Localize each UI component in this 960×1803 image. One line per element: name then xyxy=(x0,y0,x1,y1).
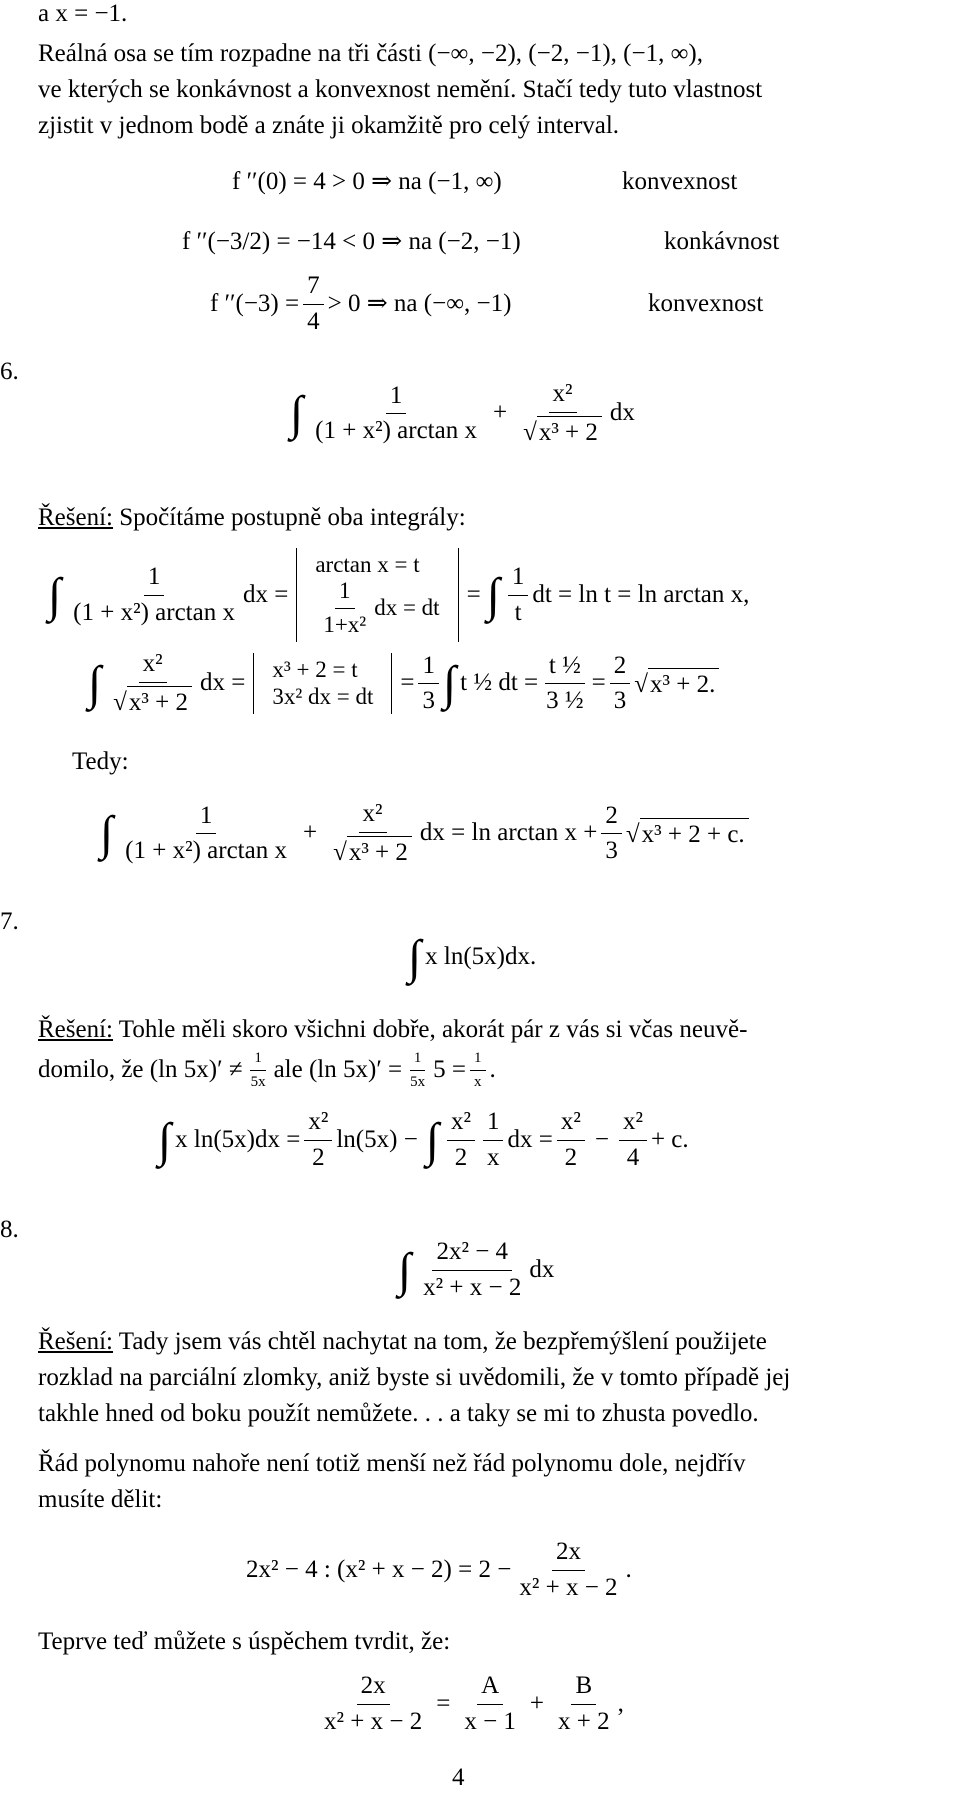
result-equation xyxy=(100,800,749,868)
problem-number: 6. xyxy=(0,358,19,385)
substitution-block xyxy=(253,653,392,714)
expr-part: + c. xyxy=(650,1125,689,1153)
fraction xyxy=(320,1672,426,1737)
expr-part: x ln(5x)dx = xyxy=(175,1125,301,1153)
expr-part: . xyxy=(625,1555,632,1583)
solution-text: Tady jsem vás chtěl nachytat na tom, že bezpřemýšlení použijete xyxy=(113,1328,767,1355)
fraction xyxy=(109,650,196,718)
differential: dx xyxy=(529,1255,555,1283)
integral-sign: ∫ xyxy=(425,1113,439,1167)
fraction xyxy=(311,382,481,447)
problem-number: 8. xyxy=(0,1216,19,1243)
substitution-line xyxy=(315,578,439,638)
fraction xyxy=(319,578,370,638)
numerator: 1 xyxy=(410,1050,426,1071)
radicand: x³ + 2 xyxy=(127,686,192,718)
expr-part: f ′′(−3) = xyxy=(210,289,300,317)
text-line: a x = −1. xyxy=(38,0,128,27)
numerator: 2x xyxy=(357,1672,390,1705)
numerator: t ½ xyxy=(545,652,585,685)
expr-part: dx = ln arctan x + xyxy=(419,819,598,847)
paragraph-line: ve kterých se konkávnost a konvexnost nemění. Stačí tedy tuto vlastnost xyxy=(38,76,763,103)
expr-part: dx = xyxy=(242,580,289,608)
denominator: 2 xyxy=(312,1143,325,1171)
radicand: x³ + 2. xyxy=(648,668,719,700)
numerator: x² xyxy=(447,1108,475,1141)
numerator: 2x xyxy=(552,1538,585,1571)
fraction xyxy=(418,652,439,717)
paragraph-line: takhle hned od boku použít nemůžete. . . a taky se mi to zhusta povedlo. xyxy=(38,1400,759,1427)
polynomial-division xyxy=(246,1538,632,1603)
fraction xyxy=(69,563,239,628)
denominator: 2 xyxy=(454,1143,468,1171)
expr-part: x ln(5x)dx. xyxy=(425,943,537,971)
fraction xyxy=(304,1108,332,1173)
page-number: 4 xyxy=(452,1764,465,1791)
differential: dx xyxy=(609,399,635,427)
sqrt-expr: √x³ + 2 + c. xyxy=(626,818,749,850)
problem-7-calculation xyxy=(158,1108,689,1173)
paragraph-line: zjistit v jednom bodě a znáte ji okamžitě pro celý interval. xyxy=(38,112,620,139)
sqrt-expr: √x³ + 2. xyxy=(634,668,719,700)
numerator: x² xyxy=(139,650,167,683)
denominator: 3 xyxy=(422,687,435,715)
numerator: x² xyxy=(359,800,387,833)
substitution-line: arctan x = t xyxy=(315,552,420,577)
solution-line xyxy=(38,504,466,533)
denominator: 4 xyxy=(626,1143,640,1171)
solution-text: Tohle měli skoro všichni dobře, akorát pár z vás si včas neuvě- xyxy=(113,1016,748,1043)
numerator: 2 xyxy=(610,652,631,685)
radicand: x³ + 2 + c. xyxy=(640,818,749,850)
integral-sign: ∫ xyxy=(100,807,114,861)
problem-number: 7. xyxy=(0,908,19,935)
fraction xyxy=(470,1050,486,1092)
denominator: √x³ + 2 xyxy=(329,833,416,868)
fraction xyxy=(329,800,416,868)
fraction xyxy=(247,1050,270,1092)
fraction xyxy=(557,1108,585,1173)
numerator: 1 xyxy=(483,1108,504,1141)
numerator: 1 xyxy=(508,563,529,596)
numerator: 2x² − 4 xyxy=(432,1238,512,1271)
denominator: x xyxy=(474,1074,482,1091)
numerator: 1 xyxy=(335,578,355,608)
fraction xyxy=(554,1672,614,1737)
numerator: x² xyxy=(549,380,577,413)
fraction xyxy=(460,1672,520,1737)
integral-sign: ∫ xyxy=(486,568,500,622)
radicand: x³ + 2 xyxy=(537,416,602,448)
solution-text: Spočítáme postupně oba integrály: xyxy=(113,504,466,531)
fraction xyxy=(447,1108,475,1173)
minus-sign: − xyxy=(594,1125,609,1153)
expr-part: . xyxy=(489,1056,496,1084)
step-1-equation xyxy=(48,548,749,642)
equals-sign: = xyxy=(466,580,481,608)
denominator: x² + x − 2 xyxy=(423,1273,522,1301)
expr-part: 5 = xyxy=(433,1056,466,1084)
numerator: 1 xyxy=(196,802,217,835)
substitution-line: x³ + 2 = t xyxy=(272,657,358,683)
paragraph-line: Teprve teď můžete s úspěchem tvrdit, že: xyxy=(38,1628,451,1655)
equals-sign: = xyxy=(400,669,415,697)
fraction xyxy=(542,652,588,717)
solution-label: Řešení: xyxy=(38,504,113,531)
paragraph-line: Reálná osa se tím rozpadne na tři části (−∞, −2), (−2, −1), (−1, ∞), xyxy=(38,40,703,67)
problem-6-integral xyxy=(290,380,635,448)
fraction xyxy=(515,1538,621,1603)
denominator: 5x xyxy=(250,1074,266,1091)
substitution-line: 3x² dx = dt xyxy=(272,683,374,709)
numerator: 1 xyxy=(144,563,165,596)
paragraph-line: musíte dělit: xyxy=(38,1486,163,1513)
expr-part: dx = xyxy=(200,669,246,697)
solution-label: Řešení: xyxy=(38,1016,113,1043)
fraction xyxy=(610,652,631,717)
solution-line xyxy=(38,1050,496,1092)
numerator: 2 xyxy=(601,802,622,835)
expr-part: dx = xyxy=(507,1125,553,1153)
expr-part: > 0 ⇒ na (−∞, −1) xyxy=(327,289,512,317)
paragraph-line: rozklad na parciální zlomky, aniž byste si uvědomili, že v tomto případě jej xyxy=(38,1364,791,1391)
expr-part: , xyxy=(617,1689,624,1717)
denominator: 3 xyxy=(605,837,618,865)
integral-sign: ∫ xyxy=(48,568,62,622)
denominator: (1 + x²) arctan x xyxy=(315,417,477,445)
fraction xyxy=(601,802,622,867)
fraction xyxy=(406,1050,429,1092)
fraction xyxy=(483,1108,504,1173)
convexity-expr: f ′′(0) = 4 > 0 ⇒ na (−1, ∞) xyxy=(232,168,502,195)
expr-part: 2x² − 4 : (x² + x − 2) = 2 − xyxy=(246,1555,512,1583)
fraction xyxy=(619,1108,647,1173)
denominator: 4 xyxy=(307,307,320,335)
radicand: x³ + 2 xyxy=(347,836,412,868)
expr-part: t ½ dt = xyxy=(460,669,539,697)
integral-sign: ∫ xyxy=(408,931,422,984)
fraction xyxy=(419,1238,525,1303)
partial-fractions xyxy=(316,1672,624,1737)
problem-7-integral xyxy=(408,930,536,985)
numerator: 1 xyxy=(386,382,407,415)
expr-part: dt = ln t = ln arctan x, xyxy=(532,580,750,608)
expr-part: domilo, že (ln 5x)′ ≠ xyxy=(38,1056,243,1084)
denominator: x² + x − 2 xyxy=(324,1707,423,1735)
numerator: 1 xyxy=(470,1050,486,1071)
denominator: x² + x − 2 xyxy=(519,1573,618,1601)
tedy-label: Tedy: xyxy=(72,748,129,775)
problem-8-integral xyxy=(398,1238,554,1303)
plus-sign: + xyxy=(529,1689,545,1717)
denominator: (1 + x²) arctan x xyxy=(73,598,235,626)
fraction xyxy=(121,802,291,867)
numerator: x² xyxy=(619,1108,647,1141)
denominator: x − 1 xyxy=(464,1707,516,1735)
denominator: 1+x² xyxy=(323,611,367,637)
expr-part: dx = dt xyxy=(374,595,440,621)
denominator: 3 xyxy=(613,687,627,715)
solution-label: Řešení: xyxy=(38,1328,113,1355)
integral-sign: ∫ xyxy=(398,1243,412,1297)
fraction xyxy=(303,272,324,337)
solution-line xyxy=(38,1328,767,1357)
denominator: √x³ + 2 xyxy=(519,413,606,448)
numerator: A xyxy=(477,1672,503,1705)
integral-sign: ∫ xyxy=(290,387,304,441)
denominator: x + 2 xyxy=(558,1707,610,1735)
expr-part: ln(5x) − xyxy=(336,1125,418,1153)
denominator: 3 ½ xyxy=(546,687,584,715)
denominator: √x³ + 2 xyxy=(109,683,196,718)
equals-sign: = xyxy=(436,1689,451,1717)
numerator: 1 xyxy=(250,1050,266,1071)
denominator: x xyxy=(486,1143,500,1171)
paragraph-line: Řád polynomu nahoře není totiž menší než řád polynomu dole, nejdřív xyxy=(38,1450,746,1477)
convexity-expr: f ′′(−3/2) = −14 < 0 ⇒ na (−2, −1) xyxy=(182,228,521,255)
numerator: 1 xyxy=(418,652,439,685)
convexity-expr-fraction xyxy=(210,272,511,337)
convexity-label: konvexnost xyxy=(648,290,764,317)
substitution-block xyxy=(296,548,458,642)
plus-sign: + xyxy=(302,819,318,847)
integral-sign: ∫ xyxy=(442,657,457,711)
equals-sign: = xyxy=(591,669,606,697)
step-2-equation xyxy=(88,650,719,718)
denominator: 2 xyxy=(564,1143,578,1171)
denominator: 5x xyxy=(410,1074,426,1091)
integral-sign: ∫ xyxy=(88,657,102,711)
numerator: 7 xyxy=(303,272,324,305)
fraction xyxy=(508,563,529,628)
numerator: x² xyxy=(557,1108,585,1141)
expr-part: ale (ln 5x)′ = xyxy=(273,1056,403,1084)
fraction xyxy=(519,380,606,448)
convexity-label: konkávnost xyxy=(664,228,780,255)
denominator: t xyxy=(514,598,522,626)
convexity-label: konvexnost xyxy=(622,168,738,195)
denominator: (1 + x²) arctan x xyxy=(125,837,287,865)
integral-sign: ∫ xyxy=(158,1113,172,1167)
numerator: x² xyxy=(304,1108,332,1141)
plus-sign: + xyxy=(492,399,508,427)
solution-line xyxy=(38,1016,747,1045)
numerator: B xyxy=(571,1672,596,1705)
